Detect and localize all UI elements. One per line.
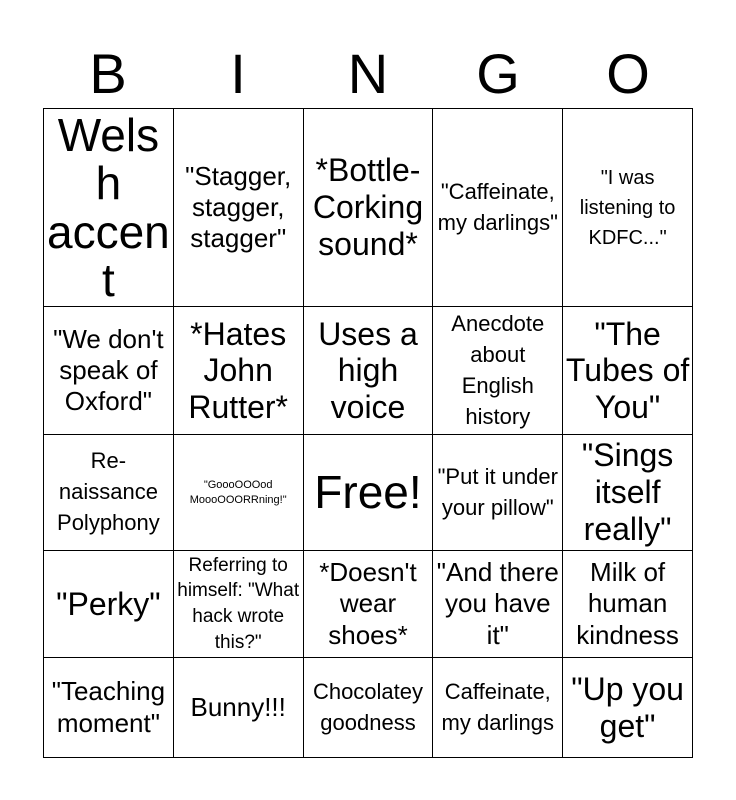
bingo-cell-r3-c1[interactable]: Referring to himself: "What hack wrote this?" <box>174 551 304 659</box>
bingo-cell-r1-c1[interactable]: *Hates John Rutter* <box>174 307 304 435</box>
bingo-cell-r0-c0[interactable]: Welsh accent <box>44 109 174 307</box>
bingo-cell-r0-c3[interactable]: "Caffeinate, my darlings" <box>433 109 563 307</box>
bingo-header <box>43 40 693 108</box>
bingo-cell-r1-c4[interactable]: "The Tubes of You" <box>563 307 693 435</box>
bingo-board <box>43 108 693 758</box>
header-letter-b: B <box>89 42 127 105</box>
bingo-cell-r4-c2[interactable]: Chocolatey goodness <box>304 658 434 758</box>
bingo-cell-r2-c0[interactable]: Re-naissance Polyphony <box>44 435 174 550</box>
bingo-cell-r3-c2[interactable]: *Doesn't wear shoes* <box>304 551 434 659</box>
bingo-cell-free-space[interactable]: Free! <box>304 435 434 550</box>
bingo-cell-r2-c3[interactable]: "Put it under your pillow" <box>433 435 563 550</box>
bingo-cell-r0-c1[interactable]: "Stagger, stagger, stagger" <box>174 109 304 307</box>
bingo-cell-r1-c3[interactable]: Anecdote about English history <box>433 307 563 435</box>
bingo-cell-r2-c4[interactable]: "Sings itself really" <box>563 435 693 550</box>
header-letter-i: I <box>230 42 246 105</box>
bingo-cell-r3-c0[interactable]: "Perky" <box>44 551 174 659</box>
bingo-cell-r3-c3[interactable]: "And there you have it" <box>433 551 563 659</box>
bingo-cell-r2-c1[interactable]: "GoooOOOod MoooOOORRning!" <box>174 435 304 550</box>
header-letter-g: G <box>476 42 520 105</box>
bingo-cell-r4-c0[interactable]: "Teaching moment" <box>44 658 174 758</box>
header-letter-o: O <box>606 42 650 105</box>
bingo-cell-r4-c4[interactable]: "Up you get" <box>563 658 693 758</box>
bingo-cell-r1-c0[interactable]: "We don't speak of Oxford" <box>44 307 174 435</box>
header-letter-n: N <box>347 42 389 105</box>
bingo-cell-r0-c4[interactable]: "I was listening to KDFC..." <box>563 109 693 307</box>
bingo-cell-r4-c3[interactable]: Caffeinate, my darlings <box>433 658 563 758</box>
bingo-cell-r1-c2[interactable]: Uses a high voice <box>304 307 434 435</box>
bingo-cell-r3-c4[interactable]: Milk of human kindness <box>563 551 693 659</box>
bingo-cell-r4-c1[interactable]: Bunny!!! <box>174 658 304 758</box>
bingo-cell-r0-c2[interactable]: *Bottle-Corking sound* <box>304 109 434 307</box>
